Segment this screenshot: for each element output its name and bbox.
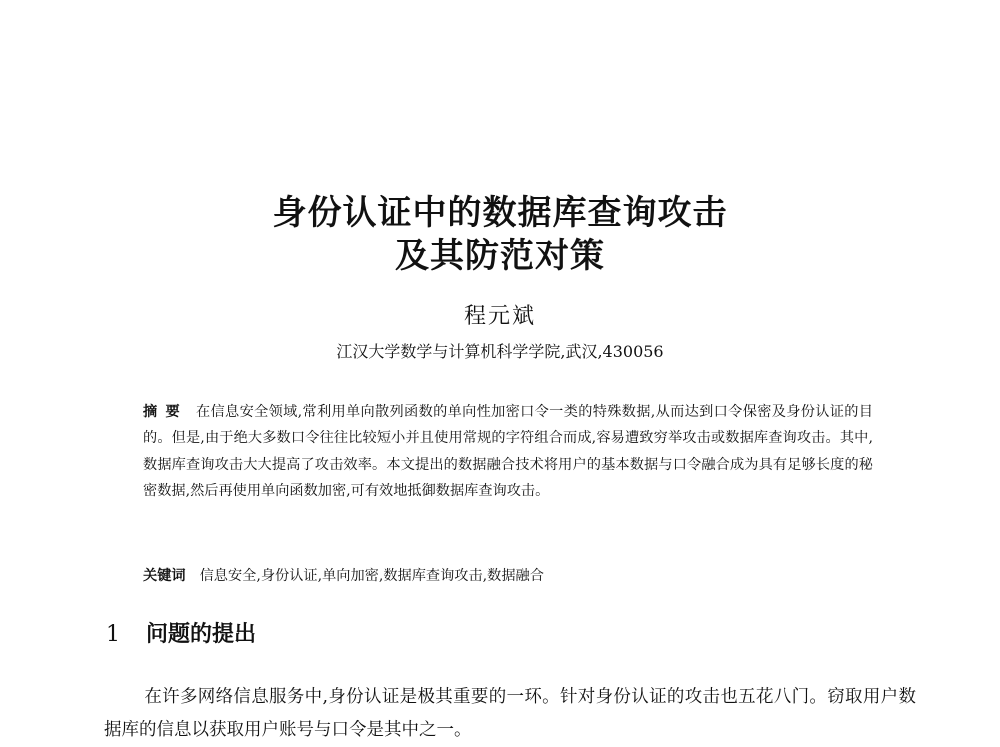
section-number: 1 [106,622,120,647]
paper-title-line-2: 及其防范对策 [395,236,605,276]
section-heading [106,619,256,651]
abstract [143,399,873,504]
body-paragraph [104,681,916,747]
keywords [143,563,873,589]
author-affiliation: 江汉大学数学与计算机科学学院,武汉,430056 [336,342,664,361]
keywords-text: 信息安全,身份认证,单向加密,数据库查询攻击,数据融合 [199,568,544,584]
keywords-label: 关键词 [143,568,186,584]
body-paragraph-text: 在许多网络信息服务中,身份认证是极其重要的一环。针对身份认证的攻击也五花八门。窃取用户数据库的信息以获取用户账号与口令是其中之一。 [104,687,916,740]
section-title: 问题的提出 [146,622,257,647]
paper-title-line-1: 身份认证中的数据库查询攻击 [272,193,728,233]
author-name: 程元斌 [463,304,536,329]
abstract-label: 摘要 [143,404,189,420]
abstract-text: 在信息安全领域,常利用单向散列函数的单向性加密口令一类的特殊数据,从而达到口令保密及身份认证的目的。但是,由于绝大多数口令往往比较短小并且使用常规的字符组合而成,容易遭致穷举攻击或数据库查询攻击。其中,数据库查询攻击大大提高了攻击效率。本文提出的数据融合技术将用户的基本数据与口令融合成为具有足够长度的秘密数据,然后再使用单向函数加密,可有效地抵御数据库查询攻击。 [143,404,873,499]
